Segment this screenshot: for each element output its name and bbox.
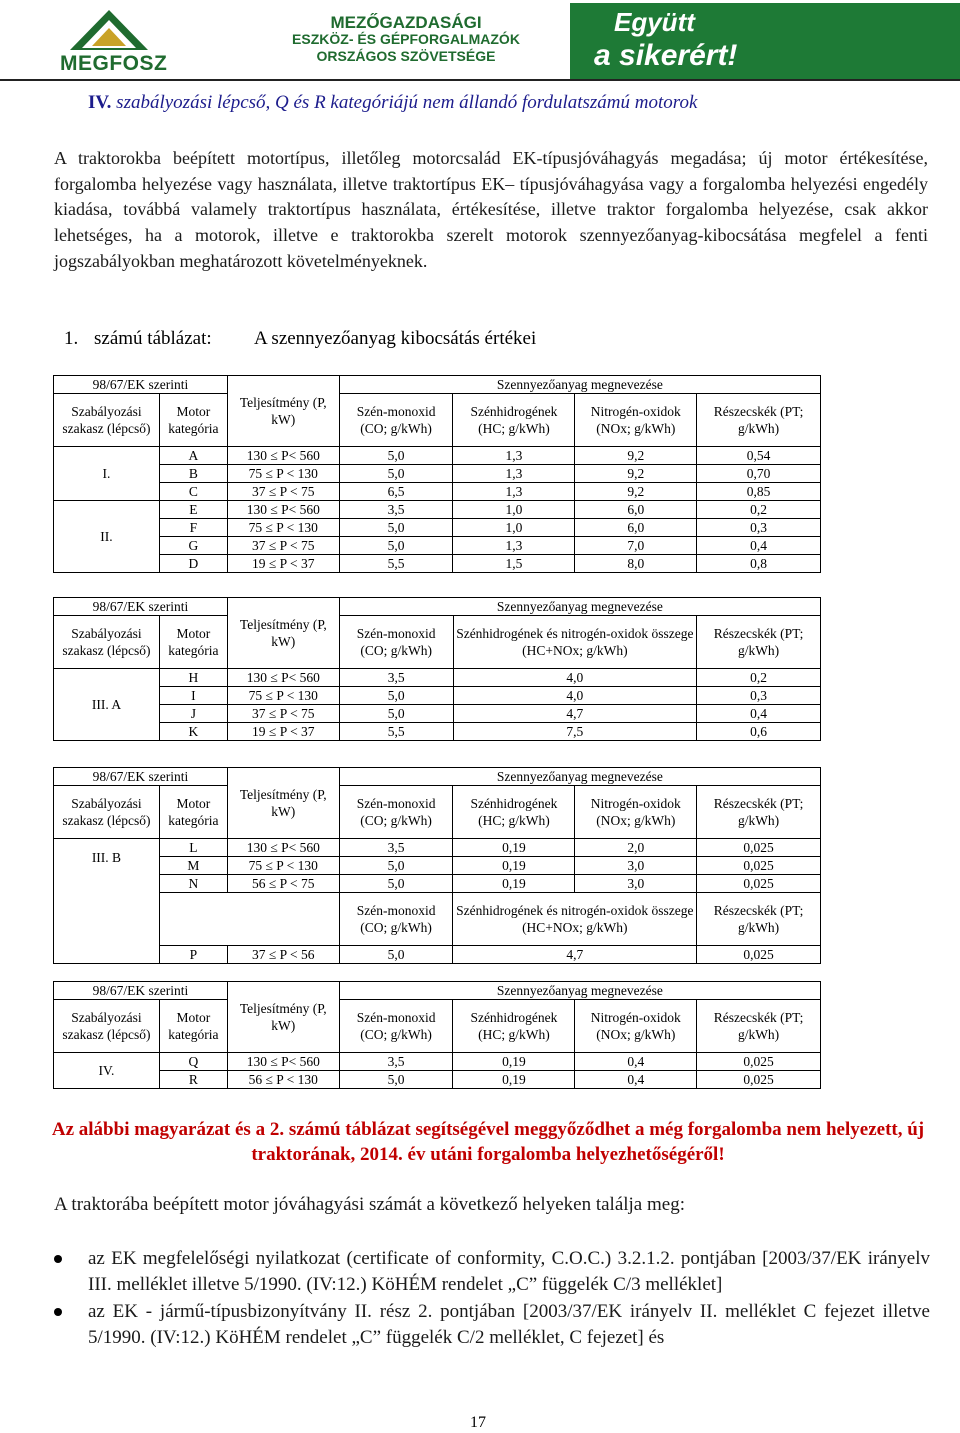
stage-header: Szabályozási szakasz (lépcső) — [54, 616, 160, 669]
table-row: I 75 ≤ P < 130 5,0 4,0 0,3 — [54, 687, 821, 705]
table-row: F 75 ≤ P < 130 5,0 1,0 6,0 0,3 — [54, 519, 821, 537]
sub-header-row — [54, 893, 821, 946]
emission-table-stage-4 — [53, 981, 821, 1089]
nox-header: Nitrogén-oxidok (NOx; g/kWh) — [575, 786, 697, 839]
pt-header: Részecskék (PT; g/kWh) — [697, 893, 821, 946]
intro-paragraph: A traktorokba beépített motortípus, illetőleg motorcsalád EK-típusjóváhagyás megadása; új motor értékesítése, forgalomba helyezése vagy használata, illetve traktortípus EK– típusjóváhagyása vagy a forgalomba helyezési engedély kiadása, továbbá valamely traktortípus használata, értékesítése, illetve traktor forgalomba helyezése, csak akkor lehetséges, ha a motorok, illetve e traktorokba szerelt motorok szennyezőanyag-kibocsátása megfelel a fenti jogszabályokban meghatározott követelményeknek. — [54, 148, 928, 271]
table-row: K 19 ≤ P < 37 5,5 7,5 0,6 — [54, 723, 821, 741]
table-row: J 37 ≤ P < 75 5,0 4,7 0,4 — [54, 705, 821, 723]
stage-cell: II. — [54, 501, 160, 573]
slogan-line-1: Együtt — [614, 7, 695, 37]
power-header: Teljesítmény (P, kW) — [227, 598, 339, 669]
motor-category-header: Motor kategória — [159, 786, 227, 839]
page-header — [0, 0, 960, 80]
power-header: Teljesítmény (P, kW) — [227, 982, 339, 1053]
header-divider — [0, 79, 960, 81]
hcnox-header: Szénhidrogének és nitrogén-oxidok összege (HC+NOx; g/kWh) — [453, 616, 697, 669]
list-item: az EK megfelelőségi nyilatkozat (certificate of conformity, C.O.C.) 3.2.1.2. pontjában [2003/37/EK irányelv III. melléklet illetve 5/1990. (IV:12.) KöHÉM rendelet „C” függelék C/3 melléklet] — [50, 1246, 930, 1297]
table-row: I. A 130 ≤ P< 560 5,0 1,3 9,2 0,54 — [54, 447, 821, 465]
page-number: 17 — [470, 1414, 486, 1431]
table-row: D 19 ≤ P < 37 5,5 1,5 8,0 0,8 — [54, 555, 821, 573]
co-header: Szén-monoxid (CO; g/kWh) — [339, 893, 453, 946]
table-row: N 56 ≤ P < 75 5,0 0,19 3,0 0,025 — [54, 875, 821, 893]
table-row: III. A H 130 ≤ P< 560 3,5 4,0 0,2 — [54, 669, 821, 687]
nox-header: Nitrogén-oxidok (NOx; g/kWh) — [575, 1000, 697, 1053]
directive-label: 98/67/EK szerinti — [54, 376, 228, 394]
table-row: M 75 ≤ P < 130 5,0 0,19 3,0 0,025 — [54, 857, 821, 875]
pt-header: Részecskék (PT; g/kWh) — [697, 786, 821, 839]
table-row: C 37 ≤ P < 75 6,5 1,3 9,2 0,85 — [54, 483, 821, 501]
power-header: Teljesítmény (P, kW) — [227, 376, 339, 447]
table-row: P 37 ≤ P < 56 5,0 4,7 0,025 — [54, 946, 821, 964]
motor-category-header: Motor kategória — [159, 394, 227, 447]
hc-header: Szénhidrogének (HC; g/kWh) — [453, 1000, 575, 1053]
directive-label: 98/67/EK szerinti — [54, 982, 228, 1000]
stage-cell: I. — [54, 447, 160, 501]
stage-header: Szabályozási szakasz (lépcső) — [54, 394, 160, 447]
section-title: IV. szabályozási lépcső, Q és R kategóriájú nem állandó fordulatszámú motorok — [88, 92, 698, 113]
pollutant-header: Szennyezőanyag megnevezése — [339, 982, 820, 1000]
table-row: G 37 ≤ P < 75 5,0 1,3 7,0 0,4 — [54, 537, 821, 555]
pt-header: Részecskék (PT; g/kWh) — [697, 1000, 821, 1053]
table-row: R 56 ≤ P < 130 5,0 0,19 0,4 0,025 — [54, 1071, 821, 1089]
stage-cell: III. A — [54, 669, 160, 741]
list-item: az EK - jármű-típusbizonyítvány II. rész 2. pontjában [2003/37/EK irányelv II. melléklet C fejezet illetve 5/1990. (IV:12.) KöHÉM rendelet „C” függelék C/2 melléklet, C fejezet] és — [50, 1299, 930, 1350]
stage-cell: IV. — [54, 1053, 160, 1089]
slogan-line-2: a sikerért! — [594, 39, 738, 72]
slogan-banner — [570, 3, 960, 79]
pt-header: Részecskék (PT; g/kWh) — [697, 616, 821, 669]
logo-text: MEGFOSZ — [60, 52, 168, 75]
stage-header: Szabályozási szakasz (lépcső) — [54, 1000, 160, 1053]
emission-table-stage-1-2 — [53, 375, 821, 573]
table-row: II. E 130 ≤ P< 560 3,5 1,0 6,0 0,2 — [54, 501, 821, 519]
approval-number-intro: A traktorába beépített motor jóváhagyási számát a következő helyeken találja meg: — [54, 1194, 685, 1215]
co-header: Szén-monoxid (CO; g/kWh) — [339, 786, 453, 839]
co-header: Szén-monoxid (CO; g/kWh) — [339, 394, 453, 447]
pollutant-header: Szennyezőanyag megnevezése — [339, 768, 820, 786]
stage-cell: III. B — [54, 839, 160, 964]
motor-category-header: Motor kategória — [159, 616, 227, 669]
hcnox-header: Szénhidrogének és nitrogén-oxidok összege (HC+NOx; g/kWh) — [453, 893, 697, 946]
table-row: B 75 ≤ P < 130 5,0 1,3 9,2 0,70 — [54, 465, 821, 483]
warning-text: Az alábbi magyarázat és a 2. számú táblázat segítségével meggyőződhet a még forgalomba nem helyezett, új traktorának, 2014. év utáni forgalomba helyezhetőségéről! — [51, 1119, 925, 1165]
nox-header: Nitrogén-oxidok (NOx; g/kWh) — [575, 394, 697, 447]
table-row: IV. Q 130 ≤ P< 560 3,5 0,19 0,4 0,025 — [54, 1053, 821, 1071]
co-header: Szén-monoxid (CO; g/kWh) — [339, 616, 453, 669]
bullet-icon — [54, 1308, 62, 1316]
table-row: III. B L 130 ≤ P< 560 3,5 0,19 2,0 0,025 — [54, 839, 821, 857]
organization-name: MEZŐGAZDASÁGI ESZKÖZ- ÉS GÉPFORGALMAZÓK ORSZÁGOS SZÖVETSÉGE — [292, 13, 520, 64]
motor-category-header: Motor kategória — [159, 1000, 227, 1053]
approval-locations-list — [50, 1246, 930, 1352]
stage-header: Szabályozási szakasz (lépcső) — [54, 786, 160, 839]
directive-label: 98/67/EK szerinti — [54, 598, 228, 616]
table-caption: 1. számú táblázat: A szennyezőanyag kibocsátás értékei — [64, 328, 537, 349]
power-header: Teljesítmény (P, kW) — [227, 768, 339, 839]
hc-header: Szénhidrogének (HC; g/kWh) — [453, 786, 575, 839]
megfosz-logo-icon — [68, 8, 150, 52]
hc-header: Szénhidrogének (HC; g/kWh) — [453, 394, 575, 447]
pt-header: Részecskék (PT; g/kWh) — [697, 394, 821, 447]
co-header: Szén-monoxid (CO; g/kWh) — [339, 1000, 453, 1053]
directive-label: 98/67/EK szerinti — [54, 768, 228, 786]
pollutant-header: Szennyezőanyag megnevezése — [339, 376, 820, 394]
emission-table-stage-3b — [53, 767, 821, 964]
pollutant-header: Szennyezőanyag megnevezése — [339, 598, 820, 616]
bullet-icon — [54, 1255, 62, 1263]
emission-table-stage-3a — [53, 597, 821, 741]
